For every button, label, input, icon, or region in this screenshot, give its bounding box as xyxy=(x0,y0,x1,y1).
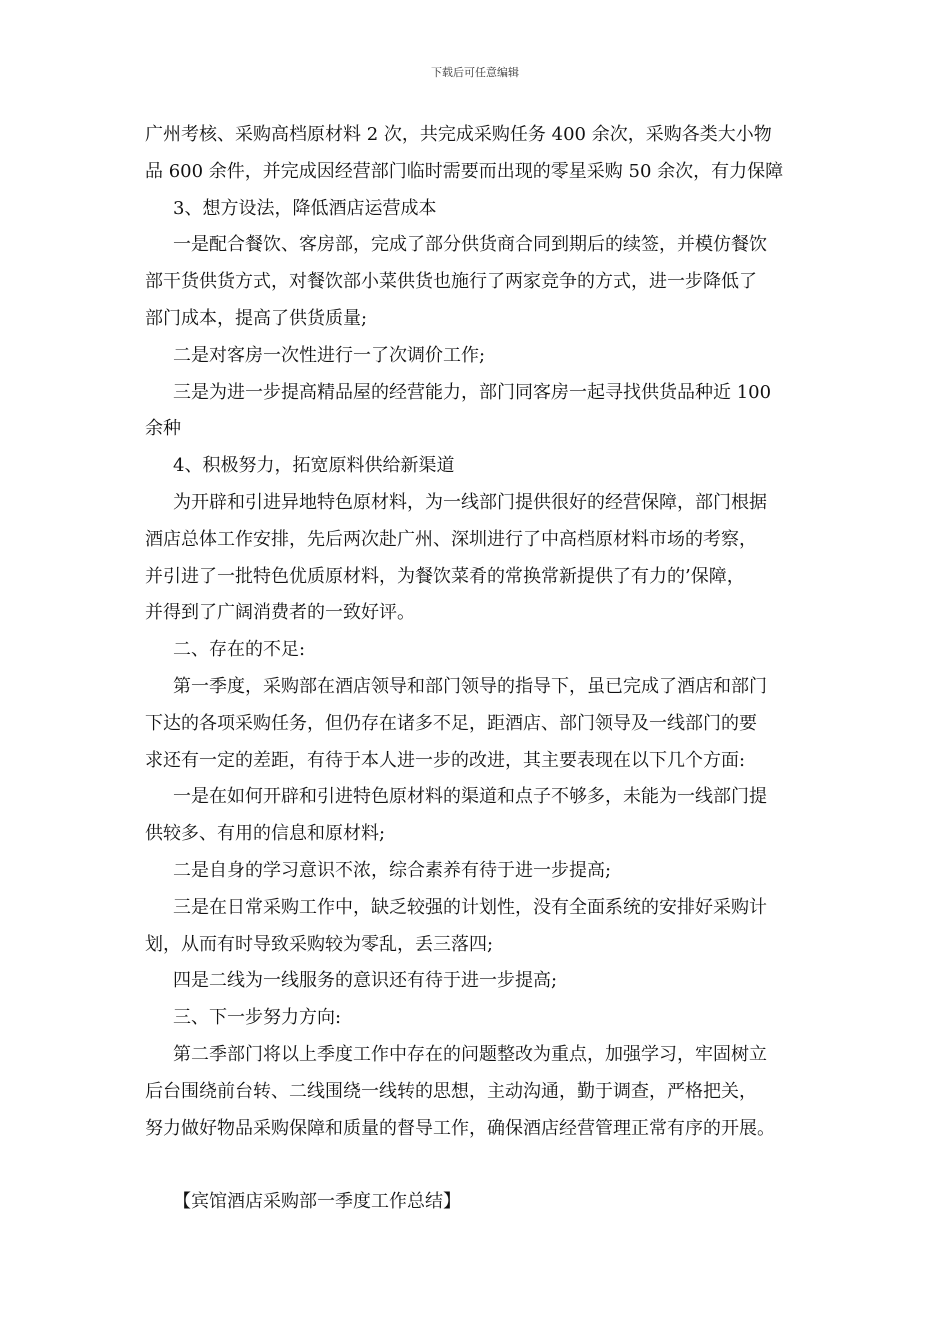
text-line: 品 600 余件，并完成因经营部门临时需要而出现的零星采购 50 余次，有力保障 xyxy=(145,160,784,182)
text-line: 求还有一定的差距，有待于本人进一步的改进，其主要表现在以下几个方面: xyxy=(145,749,746,771)
text-line: 二、存在的不足: xyxy=(173,639,306,661)
closing-title: 【宾馆酒店采购部一季度工作总结】 xyxy=(173,1191,461,1213)
blank-line xyxy=(145,1147,810,1184)
text-line: 第一季度，采购部在酒店领导和部门领导的指导下，虽已完成了酒店和部门 xyxy=(173,675,767,697)
page-header-note: 下载后可任意编辑 xyxy=(431,66,519,79)
text-line: 部干货供货方式，对餐饮部小菜供货也施行了两家竞争的方式，进一步降低了 xyxy=(145,271,757,293)
text-line: 四是二线为一线服务的意识还有待于进一步提高; xyxy=(173,970,558,992)
text-line: 一是在如何开辟和引进特色原材料的渠道和点子不够多，未能为一线部门提 xyxy=(173,786,767,808)
text-line: 并引进了一批特色优质原材料，为餐饮菜肴的常换常新提供了有力的’保障， xyxy=(145,565,745,587)
text-line: 下达的各项采购任务，但仍存在诸多不足，距酒店、部门领导及一线部门的要 xyxy=(145,712,757,734)
document-body xyxy=(145,117,810,1221)
text-line: 4、积极努力，拓宽原料供给新渠道 xyxy=(173,455,455,477)
text-line: 酒店总体工作安排，先后两次赴广州、深圳进行了中高档原材料市场的考察， xyxy=(145,528,757,550)
text-line: 3、想方设法，降低酒店运营成本 xyxy=(173,197,437,219)
text-line: 一是配合餐饮、客房部，完成了部分供货商合同到期后的续签，并模仿餐饮 xyxy=(173,234,767,256)
text-line: 部门成本，提高了供货质量; xyxy=(145,307,368,329)
text-line: 二是自身的学习意识不浓，综合素养有待于进一步提高; xyxy=(173,859,612,881)
text-line: 为开辟和引进异地特色原材料，为一线部门提供很好的经营保障，部门根据 xyxy=(173,491,767,513)
text-line: 供较多、有用的信息和原材料; xyxy=(145,823,386,845)
paragraph-lines xyxy=(145,117,810,1147)
text-line: 后台围绕前台转、二线围绕一线转的思想，主动沟通，勤于调查，严格把关， xyxy=(145,1080,757,1102)
text-line: 余种 xyxy=(145,418,181,440)
text-line: 三是为进一步提高精品屋的经营能力，部门同客房一起寻找供货品种近 100 xyxy=(173,381,772,403)
text-line: 第二季部门将以上季度工作中存在的问题整改为重点，加强学习，牢固树立 xyxy=(173,1043,767,1065)
text-line: 努力做好物品采购保障和质量的督导工作，确保酒店经营管理正常有序的开展。 xyxy=(145,1117,775,1139)
text-line: 广州考核、采购高档原材料 2 次，共完成采购任务 400 余次，采购各类大小物 xyxy=(145,124,772,145)
text-line: 三是在日常采购工作中，缺乏较强的计划性，没有全面系统的安排好采购计 xyxy=(173,896,767,918)
text-line: 二是对客房一次性进行一了次调价工作; xyxy=(173,344,486,366)
text-line: 划，从而有时导致采购较为零乱，丢三落四; xyxy=(145,933,494,955)
text-line: 并得到了广阔消费者的一致好评。 xyxy=(145,602,415,624)
text-line: 三、下一步努力方向: xyxy=(173,1007,342,1029)
